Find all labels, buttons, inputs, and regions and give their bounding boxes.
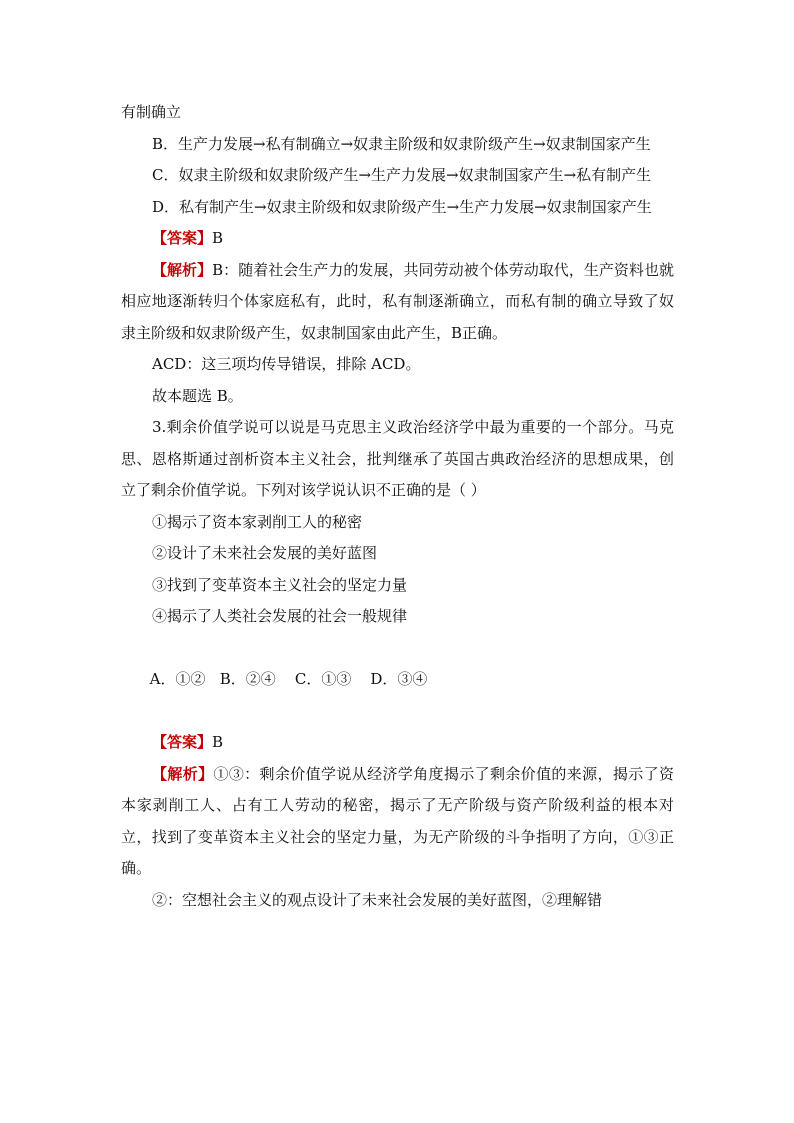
paragraph-text: ①揭示了资本家剥削工人的秘密: [152, 512, 363, 531]
paragraph-text: ②设计了未来社会发展的美好蓝图: [152, 544, 378, 562]
analysis-text: B：随着社会生产力的发展，共同劳动被个体劳动取代，生产资料也就相应地逐渐转归个体家庭私有，此时，私有制逐渐确立，而私有制的确立导致了奴隶主阶级和奴隶阶级产生，奴隶制国家由此产生，B正确。: [121, 260, 674, 342]
paragraph-text: B．生产力发展→私有制确立→奴隶主阶级和奴隶阶级产生→奴隶制国家产生: [152, 134, 651, 153]
answer-label: 【答案】: [152, 733, 213, 751]
answer-label: 【答案】: [152, 229, 213, 247]
paragraph-text: ④揭示了人类社会发展的社会一般规律: [152, 607, 408, 625]
option-c: [121, 160, 674, 192]
statement-1: [121, 507, 674, 539]
paragraph-text: A．①② B．②④ C．①③ D．③④: [149, 670, 428, 688]
paragraph-text: ACD：这三项均传导错误，排除 ACD。: [152, 355, 421, 373]
option-a-continuation: [121, 97, 674, 129]
analysis-label: 【解析】: [152, 764, 214, 783]
paragraph-text: 有制确立: [121, 103, 182, 121]
paragraph-text: D．私有制产生→奴隶主阶级和奴隶阶级产生→生产力发展→奴隶制国家产生: [152, 197, 652, 216]
paragraph-text: 故本题选 B。: [152, 386, 243, 405]
question-3-stem: [121, 412, 674, 507]
analysis-paragraph: [121, 255, 674, 350]
paragraph-text: ③找到了变革资本主义社会的坚定力量: [152, 575, 408, 594]
paragraph-text: C．奴隶主阶级和奴隶阶级产生→生产力发展→奴隶制国家产生→私有制产生: [152, 166, 652, 184]
option-d: [121, 192, 674, 224]
document-body: [121, 97, 674, 916]
statement-4: [121, 601, 674, 633]
answer-value: B: [212, 733, 224, 751]
statement-3: [121, 570, 674, 602]
paragraph-text: ②：空想社会主义的观点设计了未来社会发展的美好蓝图，②理解错: [152, 890, 603, 909]
answer-line: [121, 223, 674, 255]
analysis-continuation: [121, 885, 674, 917]
answer-line: [121, 727, 674, 759]
analysis-paragraph: [121, 759, 674, 885]
paragraph-text: 3.剩余价值学说可以说是马克思主义政治经济学中最为重要的一个部分。马克思、恩格斯通过剖析资本主义社会，批判继承了英国古典政治经济的思想成果，创立了剩余价值学说。下列对该学说认识不正确的是（ ）: [121, 418, 674, 499]
analysis-label: 【解析】: [152, 260, 213, 279]
answer-value: B: [212, 229, 224, 247]
analysis-text: ①③：剩余价值学说从经济学角度揭示了剩余价值的来源，揭示了资本家剥削工人、占有工人劳动的秘密，揭示了无产阶级与资产阶级利益的根本对立，找到了变革资本主义社会的坚定力量，为无产阶级的斗争指明了方向，①③正确。: [121, 764, 674, 877]
analysis-conclusion: [121, 381, 674, 413]
statement-2: [121, 538, 674, 570]
analysis-exclusion: [121, 349, 674, 381]
option-b: [121, 129, 674, 161]
question-3-options: [121, 633, 674, 728]
